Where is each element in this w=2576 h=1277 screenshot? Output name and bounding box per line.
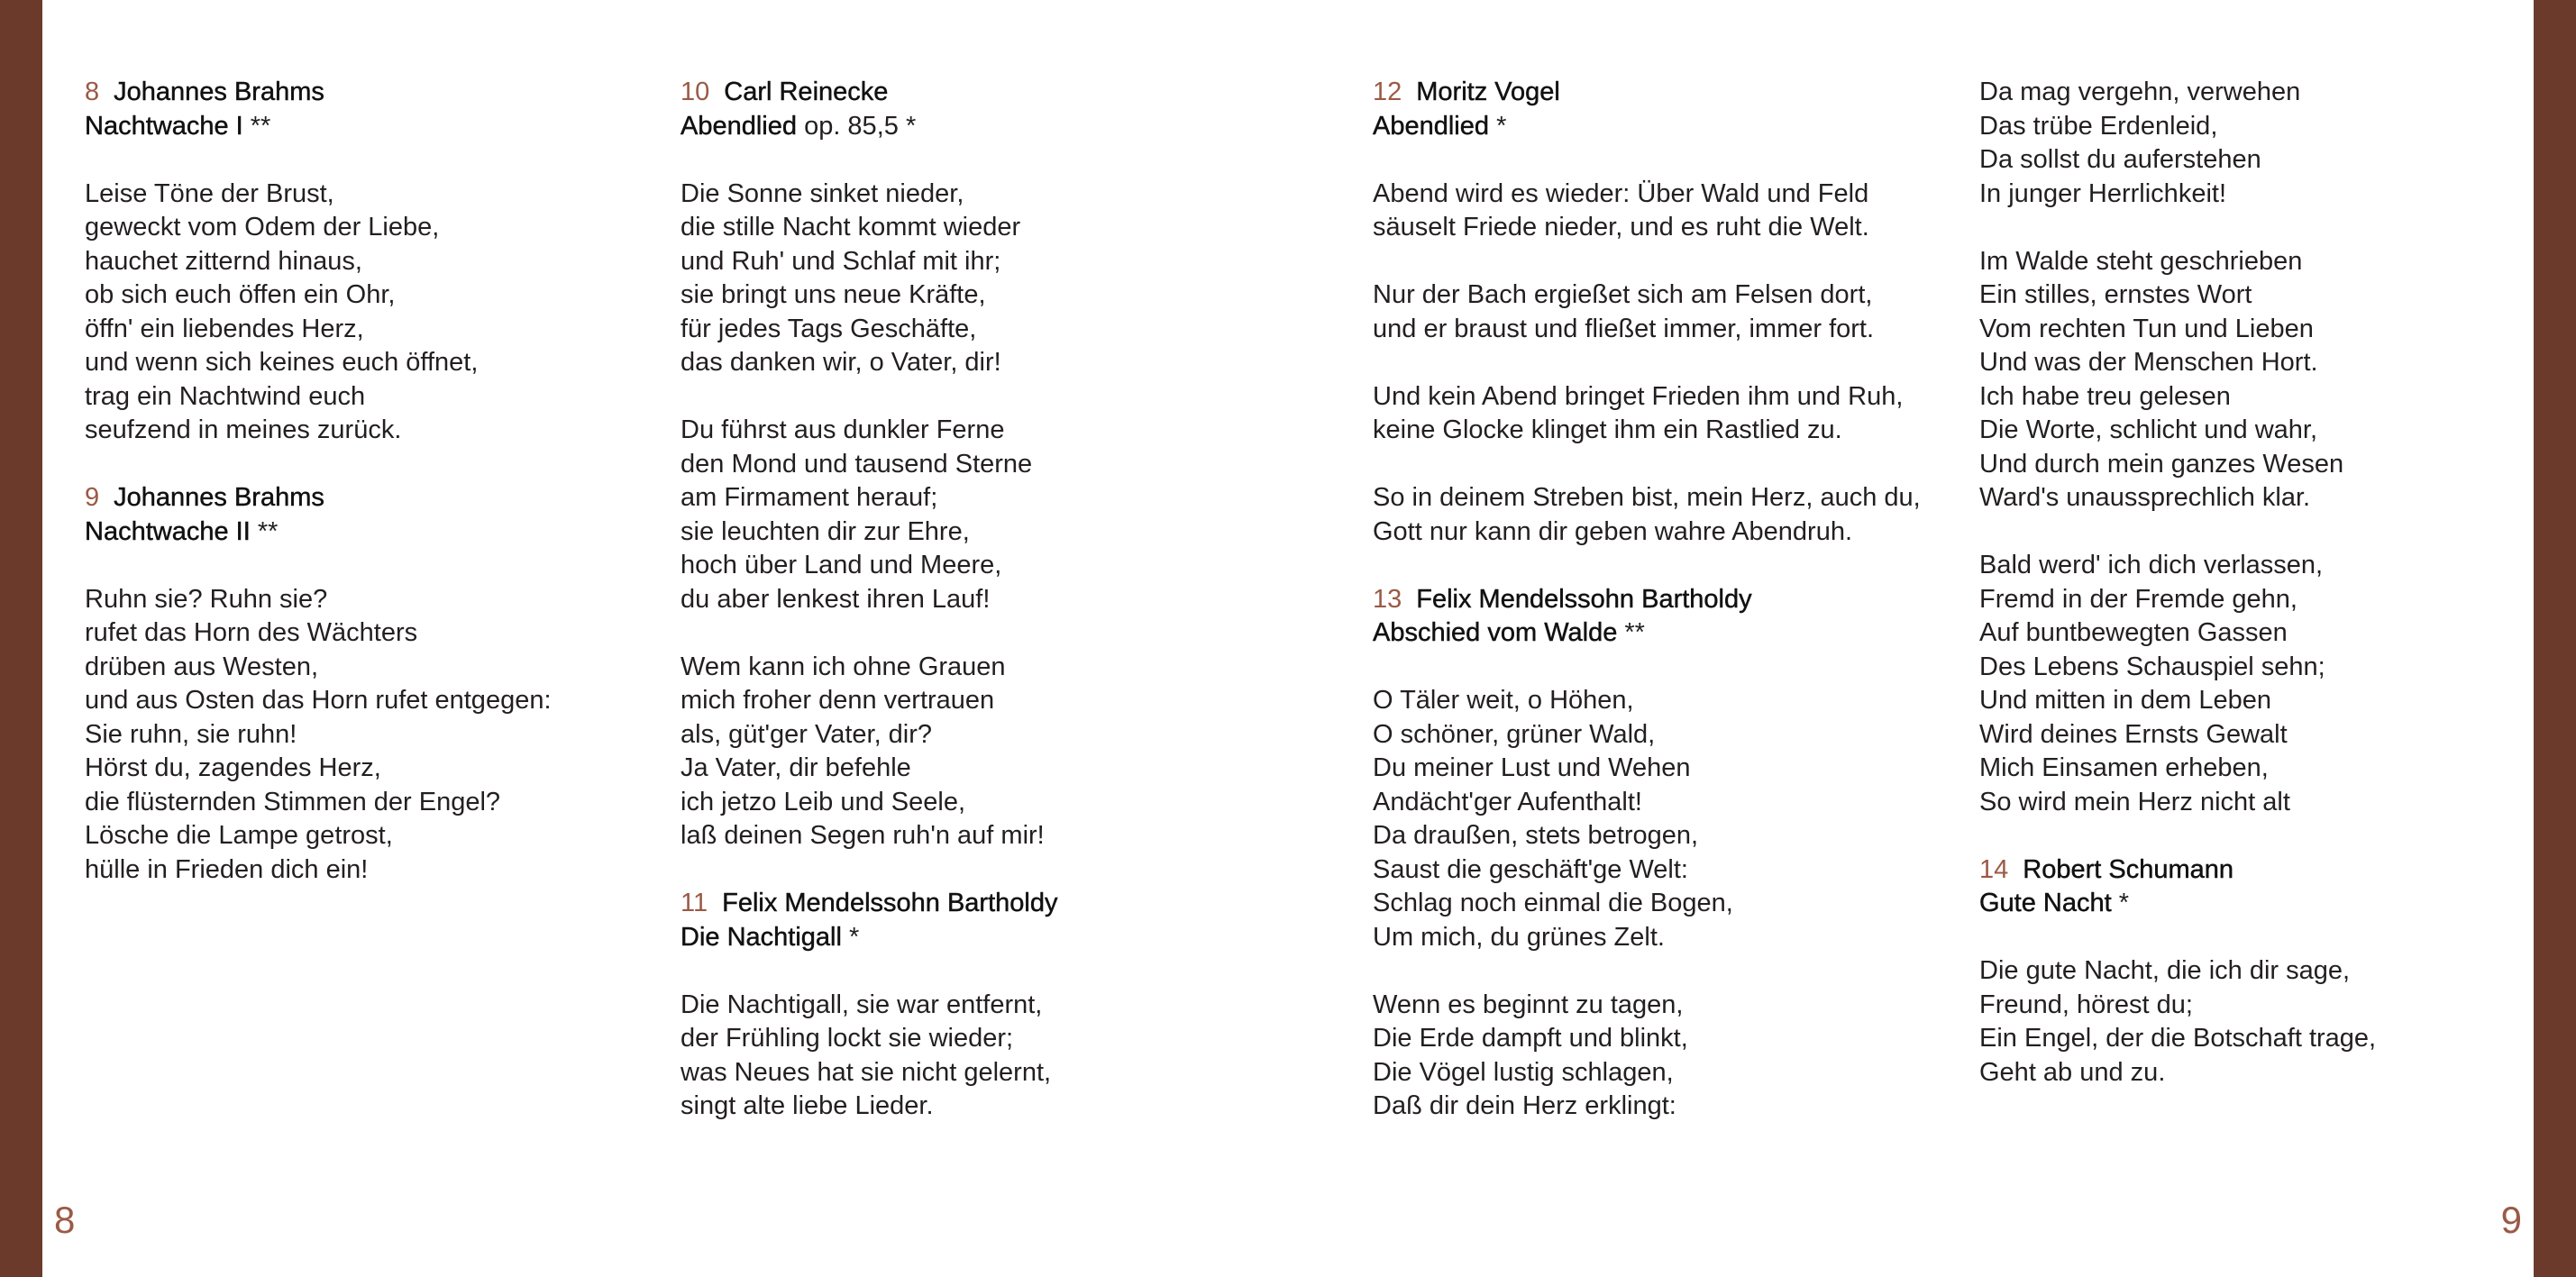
lyric-line: Da mag vergehn, verwehen [1979, 78, 2301, 106]
song-title: Gute Nacht [1979, 889, 2112, 917]
lyric-line: In junger Herrlichkeit! [1979, 178, 2226, 208]
stanza [1373, 481, 1921, 549]
lyric-line: Vom rechten Tun und Lieben [1979, 314, 2314, 343]
lyric-line: Fremd in der Fremde gehn, [1979, 584, 2297, 614]
lyric-line: geweckt vom Odem der Liebe, [85, 213, 440, 242]
track-number: 9 [85, 483, 100, 512]
track-number: 14 [1979, 854, 2009, 884]
lyrics [1373, 684, 1921, 1124]
lyric-line: ich jetzo Leib und Seele, [681, 787, 965, 816]
lyric-line: Die Sonne sinket nieder, [681, 178, 964, 208]
performer-marker: * [905, 111, 917, 141]
lyric-line: Wird deines Ernsts Gewalt [1979, 719, 2288, 749]
lyric-line: Die Worte, schlicht und wahr, [1979, 415, 2318, 444]
lyric-line: der Frühling lockt sie wieder; [681, 1024, 1014, 1053]
composer-name: Johannes Brahms [114, 78, 324, 106]
song-title-line [681, 921, 1057, 955]
stanza [1979, 549, 2376, 819]
lyric-line: Geht ab und zu. [1979, 1057, 2166, 1087]
performer-marker: ** [257, 516, 279, 546]
lyric-line: Ward's unaussprechlich klar. [1979, 483, 2311, 512]
lyric-line: du aber lenkest ihren Lauf! [681, 584, 991, 614]
text-column-2 [681, 76, 1057, 1157]
lyric-line: Um mich, du grünes Zelt. [1373, 922, 1665, 952]
song-entry [85, 76, 552, 448]
lyric-line: mich froher denn vertrauen [681, 686, 995, 715]
lyric-line: Das trübe Erdenleid, [1979, 111, 2218, 141]
song-title-line [1373, 110, 1921, 144]
lyrics [681, 989, 1057, 1124]
composer-name: Carl Reinecke [724, 78, 889, 106]
stanza [1979, 954, 2376, 1090]
lyric-line: Und durch mein ganzes Wesen [1979, 449, 2344, 479]
stanza [1373, 989, 1921, 1124]
performer-marker: * [848, 922, 860, 952]
track-number: 11 [681, 889, 708, 917]
stanza [1979, 245, 2376, 515]
lyric-line: hoch über Land und Meere, [681, 551, 1002, 579]
lyric-line: O schöner, grüner Wald, [1373, 719, 1656, 749]
right-page-edge [2534, 0, 2576, 1277]
lyric-line: Und was der Menschen Hort. [1979, 348, 2318, 377]
composer-name: Johannes Brahms [114, 483, 324, 512]
lyric-line: Du meiner Lust und Wehen [1373, 753, 1691, 782]
lyric-line: Auf buntbewegten Gassen [1979, 618, 2288, 647]
lyric-line: Ja Vater, dir befehle [681, 753, 911, 782]
lyric-line: Und kein Abend bringet Frieden ihm und Ruh, [1373, 381, 1904, 411]
lyric-line: Hörst du, zagendes Herz, [85, 753, 381, 782]
lyric-line: Freund, hörest du; [1979, 990, 2193, 1019]
lyric-line: Mich Einsamen erheben, [1979, 753, 2269, 782]
lyric-line: Ein stilles, ernstes Wort [1979, 280, 2252, 309]
performer-marker: ** [1624, 618, 1645, 647]
song-title-line [1373, 616, 1921, 651]
song-title-line [85, 515, 552, 550]
performer-marker: ** [250, 111, 271, 141]
lyric-line: Abend wird es wieder: Über Wald und Feld [1373, 178, 1869, 208]
lyric-line: Ruhn sie? Ruhn sie? [85, 584, 328, 614]
lyric-line: Da sollst du auferstehen [1979, 145, 2261, 174]
lyrics [681, 178, 1057, 853]
lyric-line: Lösche die Lampe getrost, [85, 821, 393, 850]
song-title: Nachtwache II [85, 516, 251, 546]
lyric-line: für jedes Tags Geschäfte, [681, 314, 977, 343]
song-title: Abschied vom Walde [1373, 618, 1618, 647]
track-number: 12 [1373, 78, 1402, 106]
lyric-line: ob sich euch öffen ein Ohr, [85, 280, 396, 309]
stanza [681, 178, 1057, 380]
stanza [85, 178, 552, 448]
lyrics [1979, 954, 2376, 1090]
lyric-line: und aus Osten das Horn rufet entgegen: [85, 686, 552, 715]
left-page-edge [0, 0, 42, 1277]
lyric-line: hülle in Frieden dich ein! [85, 854, 369, 884]
song-entry [1373, 583, 1921, 1124]
page-number-right: 9 [2500, 1199, 2522, 1241]
stanza [1373, 278, 1921, 346]
page-number-left: 8 [54, 1199, 76, 1241]
stanza [1373, 178, 1921, 245]
lyric-line: Leise Töne der Brust, [85, 178, 334, 208]
lyric-line: Nur der Bach ergießet sich am Felsen dort, [1373, 280, 1873, 309]
lyric-line: Daß dir dein Herz erklingt: [1373, 1091, 1676, 1120]
lyric-line: als, güt'ger Vater, dir? [681, 719, 933, 749]
track-number: 8 [85, 78, 100, 106]
stanza [681, 651, 1057, 853]
song-title-line [681, 110, 1057, 144]
lyric-line: rufet das Horn des Wächters [85, 618, 418, 647]
lyric-line: Sie ruhn, sie ruhn! [85, 719, 297, 749]
lyric-line: den Mond und tausend Sterne [681, 449, 1033, 479]
stanza [681, 989, 1057, 1124]
lyrics [1979, 76, 2376, 819]
song-entry [681, 887, 1057, 1124]
lyric-line: drüben aus Westen, [85, 652, 319, 681]
lyric-line: Und mitten in dem Leben [1979, 686, 2272, 715]
song-entry [1979, 76, 2376, 819]
text-column-1 [85, 76, 552, 921]
composer-name: Felix Mendelssohn Bartholdy [1416, 584, 1752, 614]
lyric-line: am Firmament herauf; [681, 483, 938, 512]
lyric-line: säuselt Friede nieder, und es ruht die Welt. [1373, 213, 1869, 242]
lyric-line: keine Glocke klinget ihm ein Rastlied zu. [1373, 415, 1842, 444]
lyric-line: Wenn es beginnt zu tagen, [1373, 990, 1684, 1019]
lyrics [1373, 178, 1921, 550]
lyric-line: öffn' ein liebendes Herz, [85, 314, 364, 343]
song-heading [681, 887, 1057, 921]
lyric-line: Schlag noch einmal die Bogen, [1373, 889, 1733, 917]
song-entry [1373, 76, 1921, 549]
text-column-4 [1979, 76, 2376, 1124]
lyric-line: die stille Nacht kommt wieder [681, 213, 1021, 242]
lyric-line: Da draußen, stets betrogen, [1373, 821, 1699, 850]
lyric-line: sie bringt uns neue Kräfte, [681, 280, 986, 309]
lyric-line: O Täler weit, o Höhen, [1373, 686, 1634, 715]
lyric-line: und wenn sich keines euch öffnet, [85, 348, 479, 377]
song-entry [681, 76, 1057, 853]
text-column-3 [1373, 76, 1921, 1157]
lyric-line: So wird mein Herz nicht alt [1979, 787, 2290, 816]
lyric-line: Des Lebens Schauspiel sehn; [1979, 652, 2325, 681]
composer-name: Robert Schumann [2023, 854, 2234, 884]
track-number: 10 [681, 78, 710, 106]
song-entry [85, 481, 552, 887]
song-heading [1373, 76, 1921, 110]
lyric-line: Gott nur kann dir geben wahre Abendruh. [1373, 516, 1853, 546]
composer-name: Moritz Vogel [1416, 78, 1560, 106]
lyric-line: Die Erde dampft und blinkt, [1373, 1024, 1688, 1053]
performer-marker: * [2118, 889, 2130, 917]
lyric-line: Du führst aus dunkler Ferne [681, 415, 1005, 444]
lyric-line: Bald werd' ich dich verlassen, [1979, 551, 2324, 579]
stanza [85, 583, 552, 888]
lyric-line: und Ruh' und Schlaf mit ihr; [681, 246, 1001, 276]
track-number: 13 [1373, 584, 1402, 614]
lyric-line: und er braust und fließet immer, immer fort. [1373, 314, 1875, 343]
composer-name: Felix Mendelssohn Bartholdy [722, 889, 1058, 917]
song-heading [85, 481, 552, 515]
stanza [1373, 380, 1921, 448]
lyric-line: Wem kann ich ohne Grauen [681, 652, 1006, 681]
lyric-line: trag ein Nachtwind euch [85, 381, 366, 411]
lyric-line: sie leuchten dir zur Ehre, [681, 516, 970, 546]
lyric-line: das danken wir, o Vater, dir! [681, 348, 1001, 377]
lyric-line: Saust die geschäft'ge Welt: [1373, 854, 1688, 884]
lyrics [85, 583, 552, 888]
stanza [1979, 76, 2376, 211]
song-title: Die Nachtigall [681, 922, 842, 952]
lyric-line: Ein Engel, der die Botschaft trage, [1979, 1024, 2377, 1053]
lyric-line: Ich habe treu gelesen [1979, 381, 2231, 411]
song-entry [1979, 853, 2376, 1090]
song-title-line [85, 110, 552, 144]
stanza [681, 414, 1057, 616]
lyric-line: hauchet zitternd hinaus, [85, 246, 362, 276]
lyric-line: seufzend in meines zurück. [85, 415, 402, 444]
performer-marker: * [1496, 111, 1507, 141]
song-heading [85, 76, 552, 110]
lyric-line: Die Vögel lustig schlagen, [1373, 1057, 1674, 1087]
lyric-line: Die gute Nacht, die ich dir sage, [1979, 956, 2351, 985]
song-heading [1979, 853, 2376, 888]
lyric-line: die flüsternden Stimmen der Engel? [85, 787, 501, 816]
song-heading [681, 76, 1057, 110]
lyric-line: Im Walde steht geschrieben [1979, 246, 2303, 276]
stanza [1373, 684, 1921, 954]
lyric-line: singt alte liebe Lieder. [681, 1091, 934, 1120]
song-title: Abendlied [1373, 111, 1489, 141]
lyrics [85, 178, 552, 448]
lyric-line: was Neues hat sie nicht gelernt, [681, 1057, 1052, 1087]
lyric-line: So in deinem Streben bist, mein Herz, auch du, [1373, 483, 1921, 512]
song-title: Nachtwache I [85, 111, 243, 141]
lyric-line: Andächt'ger Aufenthalt! [1373, 787, 1642, 816]
lyric-line: Die Nachtigall, sie war entfernt, [681, 990, 1043, 1019]
opus-number: op. 85,5 [804, 111, 899, 141]
song-title: Abendlied [681, 111, 797, 141]
song-title-line [1979, 887, 2376, 921]
song-heading [1373, 583, 1921, 617]
lyric-line: laß deinen Segen ruh'n auf mir! [681, 821, 1045, 850]
